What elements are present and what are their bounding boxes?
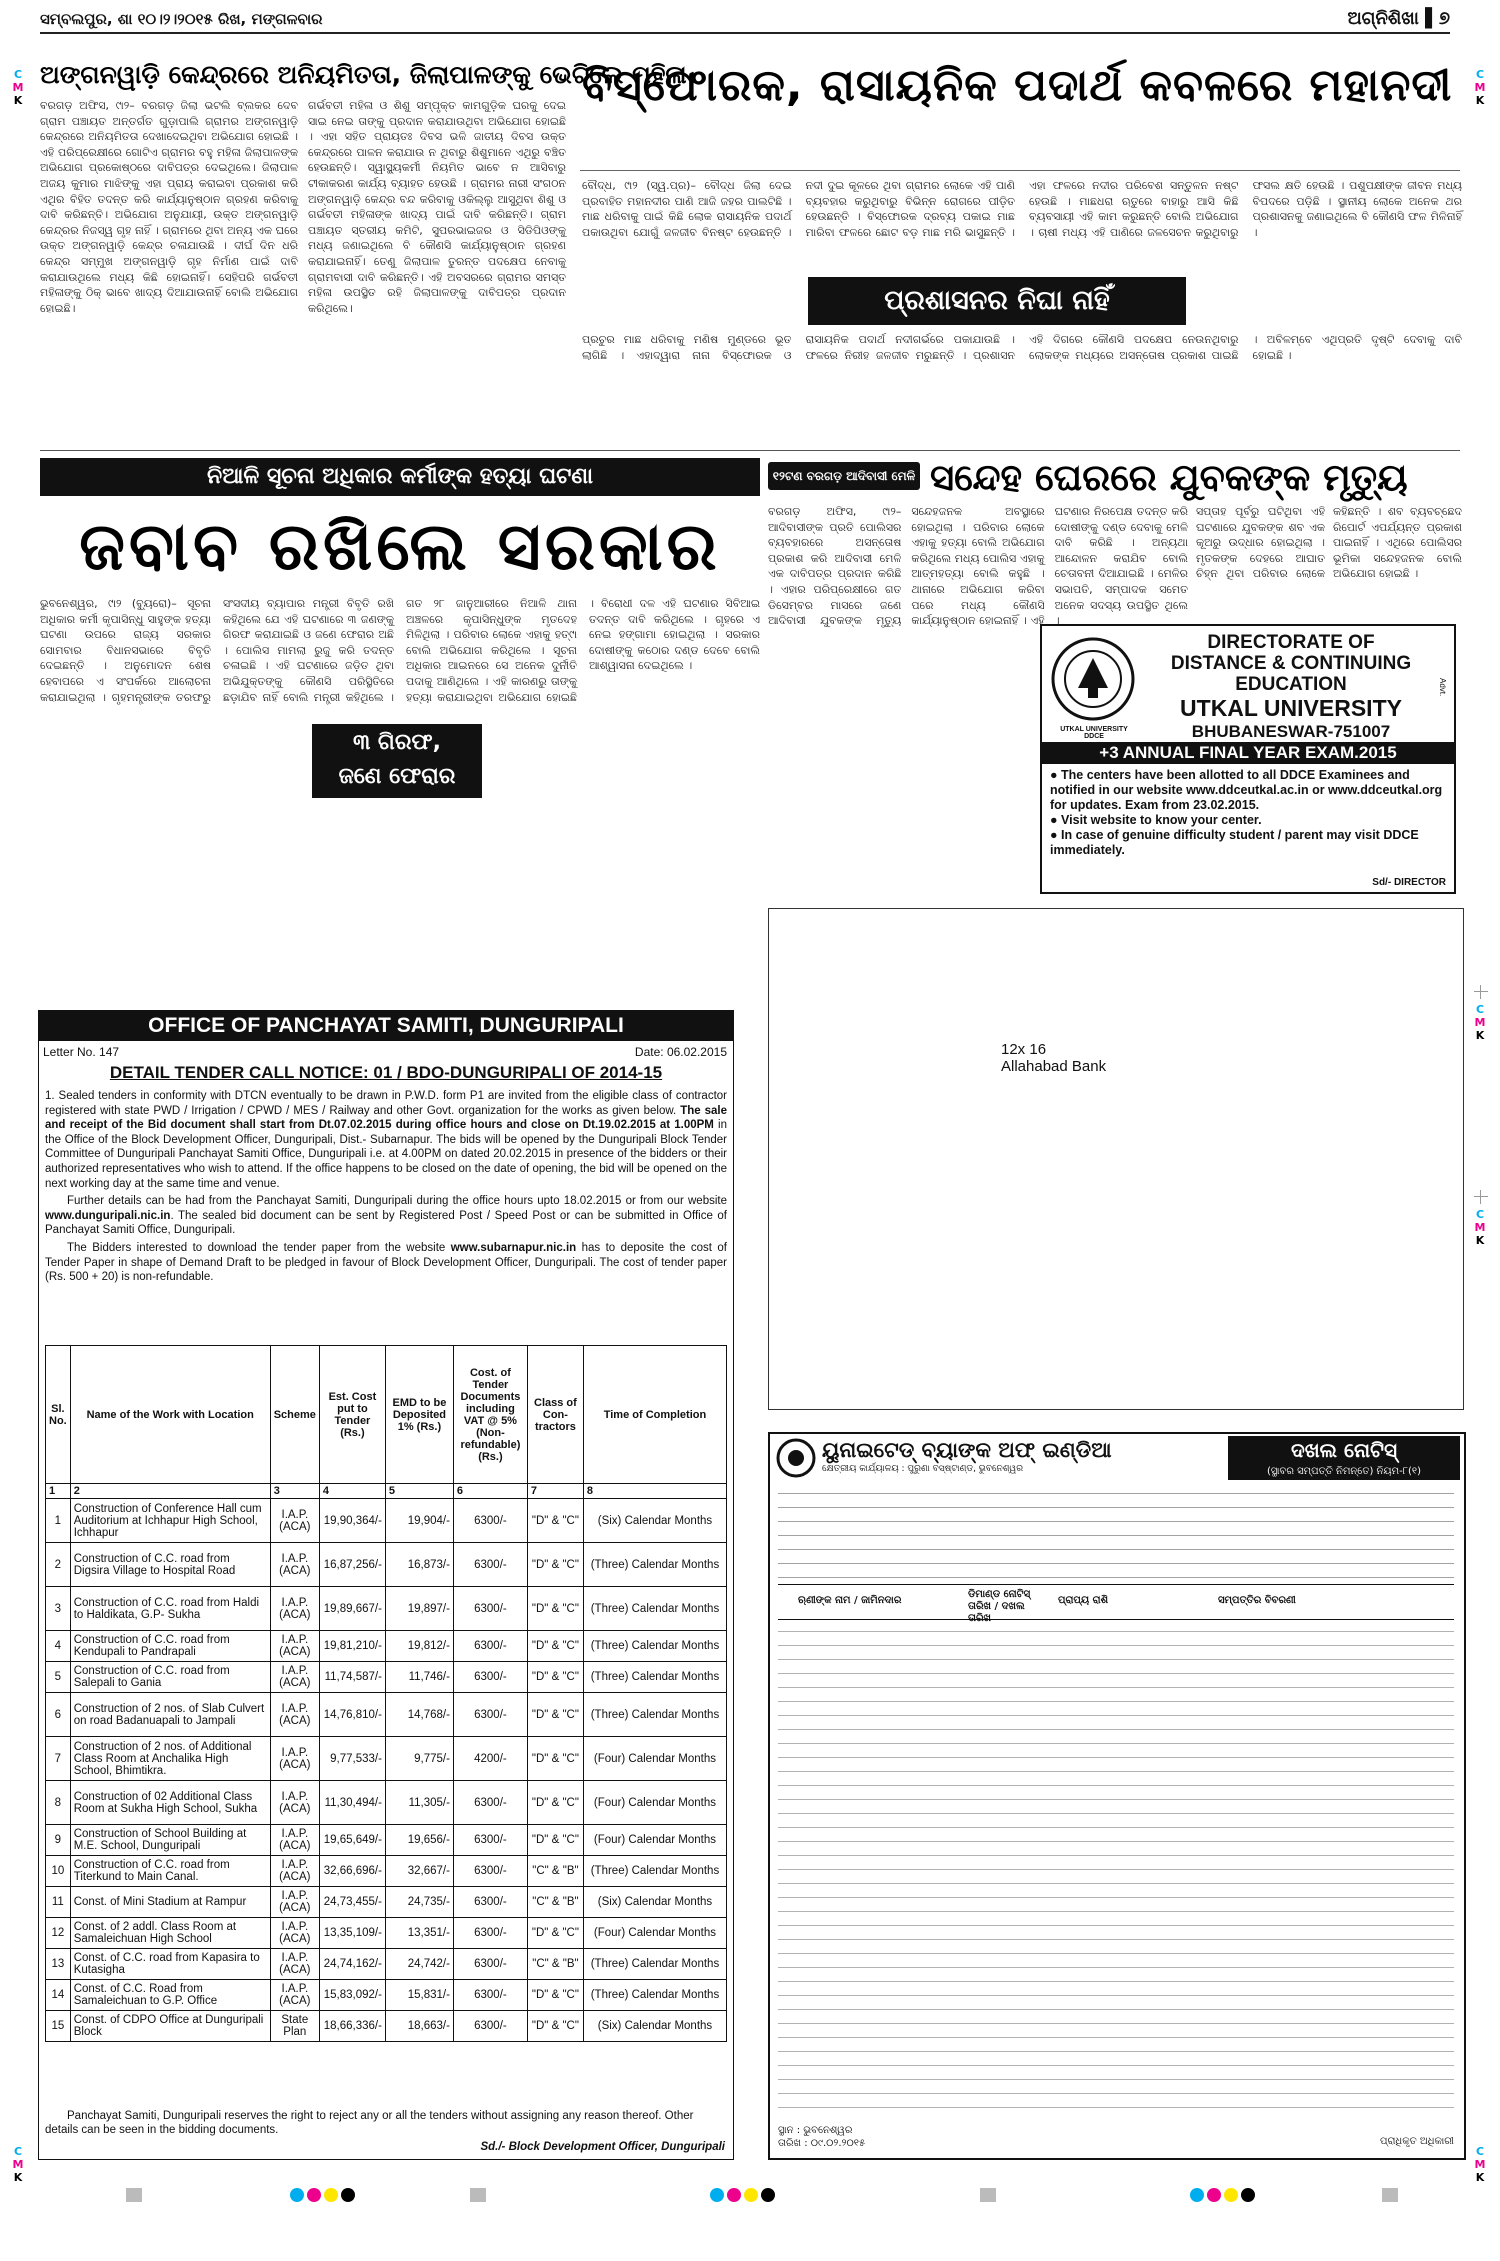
notice-entries — [778, 1624, 1454, 2120]
table-cell-sl: 10 — [46, 1856, 71, 1887]
story1-headline: ଅଙ୍ଗନୱାଡ଼ି କେନ୍ଦ୍ରରେ ଅନିୟମିତତା, ଜିଲାପାଳଙ୍କୁ ଭେଟିଲେ ମହିଳା — [40, 60, 687, 89]
ad-signature: Sd/- DIRECTOR — [1372, 877, 1446, 888]
table-cell-time: (Six) Calendar Months — [583, 1499, 726, 1543]
notice-title: ଦଖଲ ନୋଟିସ୍ — [1228, 1436, 1460, 1464]
registration-cross — [1474, 985, 1488, 999]
table-cell-cls: "D" & "C" — [527, 1918, 583, 1949]
table-cell-work: Construction of 2 nos. of Slab Culvert on road Badanuapali to Jampali — [70, 1693, 270, 1737]
story1-col2: ଗର୍ଭବତୀ ମହିଳା ଓ ଶିଶୁ ସମ୍ପୃକ୍ତ କାମଗୁଡ଼ିକ ଘରକୁ ଦେଇ ସାଇ ନେଇ ତାଙ୍କୁ ପ୍ରଦାନ କରାଯାଉଥିବା ଅଭିଯୋଗ ହୋଇଛି । ଏହା ସହିତ ପ୍ରାୟତଃ ଦିବସ ଭଳି ଜାତୀୟ ଦିବସ ଉକ୍ତ କେନ୍ଦ୍ରରେ ପାଳନ କରାଯାଉ ନ ଥିବାରୁ ଶିଶୁମାନେ ଏଥିରୁ ବଞ୍ଚିତ ହେଉଛନ୍ତି। ସ୍ୱାସ୍ଥ୍ୟକର୍ମୀ ନିୟମିତ ଭାବେ ନ ଆସିବାରୁ ଟୀକାକରଣ କାର୍ଯ୍ୟ ବ୍ୟାହତ ହେଉଛି । ଗ୍ରାମର ନାରୀ ସଂଗଠନ ଅଙ୍ଗନୱାଡ଼ି କେନ୍ଦ୍ର ବନ୍ଦ କରିବାକୁ ଓକିଲ୍ଲୁ ଆସୁଥିବା ଶିଶୁ ଓ ଗର୍ଭବତୀ ମହିଳାଙ୍କ ଖାଦ୍ୟ ପାଇଁ ଦାବି କରିଛନ୍ତି। ଗ୍ରାମ ପଞ୍ଚାୟତ ସ୍ତରୀୟ କମିଟି, ସୁପରଭାଇଜର ଓ ସିଡିପିଓଙ୍କୁ ମଧ୍ୟ ଜଣାଇଥିଲେ ବି କୌଣସି କାର୍ଯ୍ୟାନୁଷ୍ଠାନ ଗ୍ରହଣ କରାଯାଇନାହିଁ। ତେଣୁ ଜିଲାପାଳ ତୁରନ୍ତ ପଦକ୍ଷେପ ନେବାକୁ ଗ୍ରାମବାସୀ ଦାବି କରିଛନ୍ତି। ଏହି ଅବସରରେ ଗ୍ରାମର ସମସ୍ତ ମହିଳା ଉପସ୍ଥିତ ରହି ଜିଲାପାଳଙ୍କୁ ଦାବିପତ୍ର ପ୍ରଦାନ କରିଥିଲେ। — [308, 99, 566, 315]
table-cell-sl: 5 — [46, 1662, 71, 1693]
cmyk-dots — [710, 2188, 778, 2205]
table-cell-sl: 7 — [46, 1737, 71, 1781]
cmk-mark-left-top: C M K — [12, 68, 24, 107]
bank-office: କ୍ଷେତ୍ରୀୟ କାର୍ଯ୍ୟାଳୟ : ପୁରୁଣା ବସ୍ଷ୍ଟାଣ୍ଡ, ଭୁବନେଶ୍ୱର — [822, 1464, 1024, 1474]
table-cell-sl: 4 — [46, 1631, 71, 1662]
col-number: 1 — [46, 1484, 71, 1499]
table-row — [46, 1918, 727, 1949]
table-cell-time: (Six) Calendar Months — [583, 2011, 726, 2042]
table-cell-doc: 6300/- — [453, 1631, 527, 1662]
table-cell-work: Construction of 02 Additional Class Room at Sukha High School, Sukha — [70, 1781, 270, 1825]
grey-swatch — [470, 2188, 486, 2202]
table-cell-doc: 6300/- — [453, 1918, 527, 1949]
table-row — [46, 1949, 727, 1980]
bullet-3: ● In case of genuine difficulty student / parent may visit DDCE immediately. — [1050, 828, 1419, 857]
cmk-mark-right-bottom: C M K — [1474, 2145, 1486, 2184]
table-cell-work: Construction of C.C. road from Digsira Village to Hospital Road — [70, 1543, 270, 1587]
table-row — [46, 1499, 727, 1543]
letter-date: Date: 06.02.2015 — [634, 1045, 727, 1059]
table-cell-sl: 13 — [46, 1949, 71, 1980]
table-cell-scheme: I.A.P. (ACA) — [270, 1949, 319, 1980]
table-cell-scheme: I.A.P. (ACA) — [270, 1856, 319, 1887]
registration-cross — [1474, 1190, 1488, 1204]
university-seal-icon — [1050, 636, 1136, 722]
bullet-1: ● The centers have been allotted to all DDCE Examinees and notified in our website www.ddceutkal.ac.in or www.ddceutkal.org for updates. Exam from 23.02.2015. — [1050, 768, 1443, 812]
story3-inset — [312, 724, 482, 798]
tender-table — [45, 1345, 727, 2042]
tender-para3: The Bidders interested to download the tender paper from the website www.subarnapur.nic.in has to deposite the cost of Tender Paper in shape of Demand Draft to be pledged in favour of Block Development Officer, Dunguripali. The cost of tender paper (Rs. 500 + 20) is non-refundable. — [45, 1241, 727, 1284]
table-cell-time: (Three) Calendar Months — [583, 1662, 726, 1693]
table-cell-doc: 6300/- — [453, 1887, 527, 1918]
table-cell-cost: 24,74,162/- — [319, 1949, 385, 1980]
table-cell-scheme: I.A.P. (ACA) — [270, 1918, 319, 1949]
inset-line1: ୩ ଗିରଫ, — [352, 730, 441, 755]
col-number: 2 — [70, 1484, 270, 1499]
story3-headline: ଜବାବ ରଖିଲେ ସରକାର — [79, 508, 721, 585]
table-cell-cls: "D" & "C" — [527, 1980, 583, 2011]
table-cell-scheme: I.A.P. (ACA) — [270, 1693, 319, 1737]
notice-rule: (ସ୍ଥାବର ସମ୍ପତ୍ତି ନିମନ୍ତେ) ନିୟମ-୮(୧) — [1228, 1464, 1460, 1480]
table-cell-cost: 15,83,092/- — [319, 1980, 385, 2011]
table-cell-scheme: I.A.P. (ACA) — [270, 1781, 319, 1825]
advt-label: Advt. — [1438, 678, 1447, 697]
table-cell-sl: 11 — [46, 1887, 71, 1918]
col-header: Time of Completion — [583, 1346, 726, 1484]
table-cell-time: (Four) Calendar Months — [583, 1918, 726, 1949]
table-cell-doc: 6300/- — [453, 1662, 527, 1693]
col-header: Sl. No. — [46, 1346, 71, 1484]
table-cell-doc: 6300/- — [453, 1825, 527, 1856]
story4-kicker: ୧୨ଟଣ ବରଗଡ଼ ଆଦିବାସୀ ମେଳି — [768, 462, 920, 490]
letter-no: Letter No. 147 — [43, 1045, 120, 1059]
notice-preamble — [778, 1486, 1454, 1582]
table-cell-scheme: I.A.P. (ACA) — [270, 1662, 319, 1693]
table-cell-cost: 11,30,494/- — [319, 1781, 385, 1825]
tender-footer: Panchayat Samiti, Dunguripali reserves the right to reject any or all the tenders without assigning any reason thereof. Other details can be seen in the bidding documents. — [45, 2110, 694, 2136]
ad-bullets — [1050, 768, 1446, 858]
table-cell-emd: 13,351/- — [385, 1918, 453, 1949]
table-cell-emd: 11,746/- — [385, 1662, 453, 1693]
col-number: 7 — [527, 1484, 583, 1499]
tender-signature: Sd./- Block Development Officer, Dunguripali — [480, 2141, 725, 2153]
cmyk-dots — [1190, 2188, 1258, 2205]
page-number: ୭ — [1438, 8, 1450, 29]
table-row — [46, 1587, 727, 1631]
col-number: 5 — [385, 1484, 453, 1499]
grey-swatch — [1382, 2188, 1398, 2202]
cmk-mark-left-bottom: C M K — [12, 2145, 24, 2184]
table-cell-emd: 11,305/- — [385, 1781, 453, 1825]
table-cell-emd: 19,897/- — [385, 1587, 453, 1631]
table-cell-emd: 14,768/- — [385, 1693, 453, 1737]
story4-text2: ସପ୍ତାହ ପୂର୍ବରୁ ଘଟିଥିବା ଏହି ଘଟଣାରେ ଯୁବକଙ୍କ ଶବ ଏକ କୂଅରୁ ଉଦ୍ଧାର ହୋଇଥିଲା । ମୃତକଙ୍କ ଦେହରେ ଆଘାତ ଚିହ୍ନ ଥିବା ପରିବାର ଲୋକେ କହିଛନ୍ତି । ଶବ ବ୍ୟବଚ୍ଛେଦ ରିପୋର୍ଟ ଏପର୍ଯ୍ୟନ୍ତ ପ୍ରକାଶ ପାଇନାହିଁ । ଏଥିରେ ପୋଲିସର ଭୂମିକା ସନ୍ଦେହଜନକ ବୋଲି ଅଭିଯୋଗ ହୋଇଛି । — [1196, 505, 1462, 581]
table-cell-doc: 6300/- — [453, 2011, 527, 2042]
story3-text: ଭୁବନେଶ୍ୱର, ୯ା୨ (ବ୍ୟୁରୋ)– ସୂଚନା ଅଧିକାର କର୍ମୀ କୃପାସିନ୍ଧୁ ସାହୁଙ୍କ ହତ୍ୟା ଘଟଣା ଉପରେ ରାଜ୍ୟ ସରକାର ସୋମବାର ବିଧାନସଭାରେ ବିବୃତି ଦେଇଛନ୍ତି । ଅନୁମୋଦନ ଶେଷ ହେବାପରେ ଏ ସଂପର୍କରେ ଆଲୋଚନା କରାଯାଇଥିଲା । ଗୃହମନ୍ତ୍ରୀଙ୍କ ତରଫରୁ ସଂସଦୀୟ ବ୍ୟାପାର ମନ୍ତ୍ରୀ ବିବୃତି ରଖି କହିଥିଲେ ଯେ ଏହି ଘଟଣାରେ ୩ ଜଣଙ୍କୁ ଗିରଫ କରାଯାଇଛି ଓ ଜଣେ ଫେରାର ଅଛି । ପୋଲିସ ମାମଲା ରୁଜୁ କରି ତଦନ୍ତ ଚଳାଇଛି । ଏହି ଘଟଣାରେ ଜଡ଼ିତ ଥିବା ଅଭିଯୁକ୍ତଙ୍କୁ କୌଣସି ପରିସ୍ଥିତିରେ ଛଡ଼ାଯିବ ନାହିଁ ବୋଲି ମନ୍ତ୍ରୀ କହିଥିଲେ । ଗତ ୨୮ ଜାନୁଆରୀରେ ନିଆଳି ଥାନା ଅଞ୍ଚଳରେ କୃପାସିନ୍ଧୁଙ୍କ ମୃତଦେହ ମିଳିଥିଲା । ପରିବାର ଲୋକେ ଏହାକୁ ହତ୍୯ା ବୋଲି ଅଭିଯୋଗ କରିଥିଲେ । ସୂଚନା ଅଧିକାର ଆଇନରେ ସେ ଅନେକ ଦୁର୍ନୀତି ପଦାକୁ ଆଣିଥିଲେ । ଏହି କାରଣରୁ ତାଙ୍କୁ ହତ୍ୟା କରାଯାଇଥିବା ଅଭିଯୋଗ ହୋଇଛି । ବିରୋଧୀ ଦଳ ଏହି ଘଟଣାର ସିବିଆଇ ତଦନ୍ତ ଦାବି କରିଥିଲେ । ଗୃହରେ ଏ ନେଇ ହଙ୍ଗାମା ହୋଇଥିଲା । ସରକାର ଦୋଷୀଙ୍କୁ କଠୋର ଦଣ୍ଡ ଦେବେ ବୋଲି ଆଶ୍ୱାସନା ଦେଇଥିଲେ । — [40, 597, 760, 704]
tender-body — [45, 1089, 727, 1285]
table-cell-work: Construction of School Building at M.E. School, Dunguripali — [70, 1825, 270, 1856]
table-cell-time: (Four) Calendar Months — [583, 1825, 726, 1856]
paper-name: ଅଗ୍ନିଶିଖା — [1347, 8, 1419, 29]
table-cell-cls: "D" & "C" — [527, 1825, 583, 1856]
table-cell-sl: 9 — [46, 1825, 71, 1856]
table-cell-work: Construction of 2 nos. of Additional Class Room at Anchalika High School, Bhimtikra. — [70, 1737, 270, 1781]
table-cell-work: Const. of C.C. Road from Samaleichuan to G.P. Office — [70, 1980, 270, 2011]
tender-para1: 1. Sealed tenders in conformity with DTCN eventually to be drawn in P.W.D. form P1 are invited from the eligible class of contractor registered with state PWD / Irrigation / CPWD / MES / Railway and other Govt. organization for the works as given below. The sale and receipt of the Bid document shall start from Dt.07.02.2015 during office hours and close on Dt.19.02.2015 at 1.00PM in the Office of the Block Development Officer, Dunguripali, Dist.- Subarnapur. The bids will be opened by the Dunguripali Block Tender Committee of Dunguripali Panchayat Samiti Office, Dunguripali i.e. at 4.00PM on dated 20.02.2015 in presence of the bidders or their authorized representatives who wish to attend. If the office happens to be closed on the date of opening, the bid will be opened on the next working day at the same time and venue. — [45, 1090, 727, 1190]
table-cell-work: Const. of C.C. road from Kapasira to Kutasigha — [70, 1949, 270, 1980]
tender-title: DETAIL TENDER CALL NOTICE: 01 / BDO-DUNGURIPALI OF 2014-15 — [109, 1063, 663, 1082]
notice-place-date: ସ୍ଥାନ : ଭୁବନେଶ୍ୱର ତାରିଖ : ୦୯.୦୨.୨୦୧୫ — [778, 2125, 866, 2149]
table-cell-cls: "D" & "C" — [527, 2011, 583, 2042]
story4-text: ବରଗଡ଼ ଅଫିସ, ୯ା୨– ଆଦିବାସୀଙ୍କ ପ୍ରତି ପୋଲିସର ବ୍ୟବହାରରେ ଅସନ୍ତୋଷ ପ୍ରକାଶ କରି ଆଦିବାସୀ ମେଳି ଏକ ଦାବିପତ୍ର ପ୍ରଦାନ କରିଛି । ଏହାର ପରିପ୍ରେକ୍ଷୀରେ ଗତ ଡିସେମ୍ବର ମାସରେ ଜଣେ ଆଦିବାସୀ ଯୁବକଙ୍କ ମୃତ୍ୟୁ ସନ୍ଦେହଜନକ ଅବସ୍ଥାରେ ହୋଇଥିଲା । ପରିବାର ଲୋକେ ଏହାକୁ ହତ୍ୟା ବୋଲି ଅଭିଯୋଗ କରିଥିଲେ ମଧ୍ୟ ପୋଲିସ ଏହାକୁ ଆତ୍ମହତ୍ୟା ବୋଲି କହୁଛି । ଥାନାରେ ଅଭିଯୋଗ କରିବା ପରେ ମଧ୍ୟ କୌଣସି କାର୍ଯ୍ୟାନୁଷ୍ଠାନ ହୋଇନାହିଁ । ଏହି ଘଟଣାର ନିରପେକ୍ଷ ତଦନ୍ତ କରି ଦୋଷୀଙ୍କୁ ଦଣ୍ଡ ଦେବାକୁ ମେଳି ଦାବି କରିଛି । ଅନ୍ୟଥା ଆନ୍ଦୋଳନ କରାଯିବ ବୋଲି ଚେତାବନୀ ଦିଆଯାଇଛି । ମେଳିର ସଭାପତି, ସମ୍ପାଦକ ସମେତ ଅନେକ ସଦସ୍ୟ ଉପସ୍ଥିତ ଥିଲେ । — [768, 505, 1188, 628]
table-row — [46, 1856, 727, 1887]
notice-columns: ଋଣୀଙ୍କ ନାମ / ଜାମିନଦାର ଡିମାଣ୍ଡ ନୋଟିସ୍ ତାରିଖ / ଦଖଲ ତାରିଖ ପ୍ରାପ୍ୟ ରାଶି ସମ୍ପତ୍ତିର ବିବରଣୀ — [778, 1584, 1454, 1620]
table-row — [46, 1887, 727, 1918]
table-cell-cls: "C" & "B" — [527, 1949, 583, 1980]
table-cell-doc: 6300/- — [453, 1587, 527, 1631]
table-cell-cost: 14,76,810/- — [319, 1693, 385, 1737]
section-divider — [40, 450, 1460, 451]
table-cell-cls: "C" & "B" — [527, 1856, 583, 1887]
table-cell-cost: 16,87,256/- — [319, 1543, 385, 1587]
table-cell-work: Construction of Conference Hall cum Auditorium at Ichhapur High School, Ichhapur — [70, 1499, 270, 1543]
col-number: 4 — [319, 1484, 385, 1499]
table-cell-cost: 19,65,649/- — [319, 1825, 385, 1856]
table-cell-time: (Four) Calendar Months — [583, 1781, 726, 1825]
table-cell-cls: "D" & "C" — [527, 1587, 583, 1631]
table-cell-work: Construction of C.C. road from Haldi to Haldikata, G.P- Sukha — [70, 1587, 270, 1631]
col-header: Est. Cost put to Tender (Rs.) — [319, 1346, 385, 1484]
table-cell-time: (Three) Calendar Months — [583, 1587, 726, 1631]
table-cell-scheme: I.A.P. (ACA) — [270, 1980, 319, 2011]
table-cell-cls: "D" & "C" — [527, 1662, 583, 1693]
table-cell-work: Construction of C.C. road from Salepali to Gania — [70, 1662, 270, 1693]
col-header: Name of the Work with Location — [70, 1346, 270, 1484]
grey-swatch — [980, 2188, 996, 2202]
table-cell-emd: 15,831/- — [385, 1980, 453, 2011]
col-number: 3 — [270, 1484, 319, 1499]
table-cell-cls: "D" & "C" — [527, 1631, 583, 1662]
print-color-bar — [0, 2182, 1500, 2212]
inset-line2: ଜଣେ ଫେରାର — [338, 764, 456, 789]
col-number: 8 — [583, 1484, 726, 1499]
seal-caption: UTKAL UNIVERSITY DDCE — [1060, 726, 1128, 740]
table-cell-sl: 1 — [46, 1499, 71, 1543]
table-cell-cost: 19,89,667/- — [319, 1587, 385, 1631]
table-cell-cost: 24,73,455/- — [319, 1887, 385, 1918]
table-cell-cls: "D" & "C" — [527, 1781, 583, 1825]
table-cell-doc: 6300/- — [453, 1949, 527, 1980]
table-cell-sl: 6 — [46, 1693, 71, 1737]
story1-col1: ବରଗଡ଼ ଅଫିସ, ୯ା୨– ବରଗଡ଼ ଜିଲା ଭଟଲି ବ୍ଲକର ଦେବ ଗ୍ରାମ ପଞ୍ଚାୟତ ଅନ୍ତର୍ଗତ ଗୁଡ଼ାପାଲି ଗ୍ରାମର ଅଙ୍ଗନୱାଡ଼ି କେନ୍ଦ୍ରରେ ଅନିୟମିତତା ଦେଖାଦେଇଥିବା ଅଭିଯୋଗ ହୋଇଛି । ଏହି ପରିପ୍ରେକ୍ଷୀରେ ଗୋଟିଏ ଗ୍ରାମର ବହୁ ମହିଳା ଜିଲାପାଳଙ୍କ ଅଭିଯୋଗ ପ୍ରକୋଷ୍ଠରେ ଦାବିପତ୍ର ଦେଇଥିଲେ। ଜିଲାପାଳ ଅଜୟ କୁମାର ମାଝିଙ୍କୁ ଏହା ପ୍ରାୟ କରାଇବା ପ୍ରକାଶ କରି ଏଥିର ବିହିତ ତଦନ୍ତ କରି କାର୍ଯ୍ୟାନୁଷ୍ଠାନ ଗ୍ରହଣ କରିବାକୁ ଦାବି କରିଛନ୍ତି। ଅଭିଯୋଗ ଅନୁଯାୟୀ, ଉକ୍ତ ଅଙ୍ଗନୱାଡ଼ି କେନ୍ଦ୍ରର ନିଜସ୍ୱ ଗୃହ ନାହିଁ । ଗ୍ରାମରେ ଥିବା ଅନ୍ୟ ଏକ ଘରେ ଉକ୍ତ ଅଙ୍ଗନୱାଡ଼ି କେନ୍ଦ୍ର ଚଳାଯାଉଛି । ଦୀର୍ଘ ଦିନ ଧରି କେନ୍ଦ୍ର ସମ୍ମୁଖ ଅଙ୍ଗନୱାଡ଼ି ଗୃହ ନିର୍ମାଣ ପାଇଁ ଦାବି କରାଯାଉଥିଲେ ମଧ୍ୟ କିଛି ହୋଇନାହିଁ। ସେହିପରି ଗର୍ଭବତୀ ମହିଳାଙ୍କୁ ଠିକ୍ ଭାବେ ଖାଦ୍ୟ ଦିଆଯାଉନାହିଁ ବୋଲି ଅଭିଯୋଗ ହୋଇଛି। — [40, 99, 298, 315]
cmk-mark-right-mid2: C M K — [1474, 1208, 1486, 1247]
grey-swatch — [126, 2188, 142, 2202]
table-cell-emd: 19,904/- — [385, 1499, 453, 1543]
table-cell-work: Construction of C.C. road from Kendupali to Pandrapali — [70, 1631, 270, 1662]
table-cell-cls: "D" & "C" — [527, 1499, 583, 1543]
table-cell-work: Const. of 2 addl. Class Room at Samaleichuan High School — [70, 1918, 270, 1949]
cmyk-dots — [290, 2188, 358, 2205]
cmk-mark-right-top: C M K — [1474, 68, 1486, 107]
page-header — [40, 6, 1450, 34]
table-row — [46, 1781, 727, 1825]
table-cell-cost: 19,90,364/- — [319, 1499, 385, 1543]
table-cell-emd: 18,663/- — [385, 2011, 453, 2042]
table-row — [46, 1543, 727, 1587]
table-row — [46, 1980, 727, 2011]
tender-office: OFFICE OF PANCHAYAT SAMITI, DUNGURIPALI — [39, 1011, 733, 1041]
table-cell-time: (Three) Calendar Months — [583, 1543, 726, 1587]
table-cell-cls: "D" & "C" — [527, 1693, 583, 1737]
table-cell-doc: 4200/- — [453, 1737, 527, 1781]
table-row — [46, 1737, 727, 1781]
story2-subhead: ପ୍ରଶାସନର ନିଘା ନାହିଁ — [808, 277, 1186, 325]
divider — [580, 170, 1460, 171]
table-cell-cost: 18,66,336/- — [319, 2011, 385, 2042]
table-cell-time: (Six) Calendar Months — [583, 1887, 726, 1918]
table-cell-work: Construction of C.C. road from Titerkund to Main Canal. — [70, 1856, 270, 1887]
table-cell-scheme: I.A.P. (ACA) — [270, 1543, 319, 1587]
table-cell-cls: "D" & "C" — [527, 1543, 583, 1587]
ad-heading: DIRECTORATE OF DISTANCE & CONTINUING EDUCATION UTKAL UNIVERSITY BHUBANESWAR-751007 — [1170, 632, 1412, 741]
table-cell-scheme: State Plan — [270, 2011, 319, 2042]
table-cell-time: (Three) Calendar Months — [583, 1693, 726, 1737]
table-cell-time: (Three) Calendar Months — [583, 1856, 726, 1887]
bank-notice — [768, 1432, 1466, 2160]
table-cell-emd: 24,735/- — [385, 1887, 453, 1918]
col-number: 6 — [453, 1484, 527, 1499]
table-cell-work: Const. of Mini Stadium at Rampur — [70, 1887, 270, 1918]
table-cell-emd: 24,742/- — [385, 1949, 453, 1980]
table-cell-emd: 19,656/- — [385, 1825, 453, 1856]
placeholder-label: 12x 16 Allahabad Bank — [1001, 1041, 1107, 1075]
utkal-university-ad — [1040, 624, 1456, 894]
table-cell-cost: 9,77,533/- — [319, 1737, 385, 1781]
table-row — [46, 2011, 727, 2042]
col-header: EMD to be Deposited 1% (Rs.) — [385, 1346, 453, 1484]
notice-officer: ପ୍ରାଧିକୃତ ଅଧିକାରୀ — [1380, 2136, 1454, 2147]
tender-para2: Further details can be had from the Panchayat Samiti, Dunguripali during the office hours upto 18.02.2015 or from our website www.dunguripali.nic.in. The sealed bid document can be sent by Registered Post / Speed Post or can be submitted in Office of Panchayat Samiti Office, Dunguripali. — [45, 1195, 727, 1237]
dateline: ସମ୍ବଲପୁର, ଶା ୧୦।୨।୨୦୧୫ ରିଖ, ମଙ୍ଗଳବାର — [40, 10, 323, 28]
table-cell-scheme: I.A.P. (ACA) — [270, 1887, 319, 1918]
table-cell-sl: 2 — [46, 1543, 71, 1587]
cmk-mark-right-mid: C M K — [1474, 1003, 1486, 1042]
table-cell-cost: 32,66,696/- — [319, 1856, 385, 1887]
table-cell-sl: 15 — [46, 2011, 71, 2042]
table-row — [46, 1825, 727, 1856]
table-cell-doc: 6300/- — [453, 1543, 527, 1587]
table-cell-sl: 3 — [46, 1587, 71, 1631]
table-cell-time: (Four) Calendar Months — [583, 1737, 726, 1781]
table-cell-doc: 6300/- — [453, 1499, 527, 1543]
table-cell-scheme: I.A.P. (ACA) — [270, 1737, 319, 1781]
bank-name: ୟୁନାଇଟେଡ୍ ବ୍ୟାଙ୍କ ଅଫ୍ ଇଣ୍ଡିଆ — [822, 1438, 1112, 1462]
table-cell-emd: 9,775/- — [385, 1737, 453, 1781]
col-header: Cost. of Tender Documents including VAT @ 5% (Non-refundable) (Rs.) — [453, 1346, 527, 1484]
story2-text2: ପ୍ରଚୁର ମାଛ ଧରିବାକୁ ମଣିଷ ମୁଣ୍ଡରେ ଭୂତ ଲାଗିଛି । ଏହାଦ୍ୱାରା ନାନା ବିସ୍ଫୋରକ ଓ ରାସାୟନିକ ପଦାର୍ଥ ନଦୀଗର୍ଭରେ ପକାଯାଉଛି । ଫଳରେ ନିରୀହ ଜଳଜୀବ ମରୁଛନ୍ତି । ପ୍ରଶାସନ ଏହି ଦିଗରେ କୌଣସି ପଦକ୍ଷେପ ନେଉନଥିବାରୁ ଲୋକଙ୍କ ମଧ୍ୟରେ ଅସନ୍ତୋଷ ପ୍ରକାଶ ପାଇଛି । ଅବିଳମ୍ବେ ଏଥିପ୍ରତି ଦୃଷ୍ଟି ଦେବାକୁ ଦାବି ହୋଇଛି । — [582, 333, 1462, 362]
table-cell-scheme: I.A.P. (ACA) — [270, 1825, 319, 1856]
story2-headline: ବିସ୍ଫୋରକ, ରାସାୟନିକ ପଦାର୍ଥ କବଳରେ ମହାନଦୀ — [582, 60, 1453, 111]
story4-headline: ସନ୍ଦେହ ଘେରରେ ଯୁବକଙ୍କ ମୃତ୍ୟୁ — [930, 456, 1408, 499]
story2-text: ବୌଦ୍ଧ, ୯ା୨ (ସ୍ୱ.ପ୍ର)– ବୌଦ୍ଧ ଜିଲା ଦେଇ ପ୍ରବାହିତ ମହାନଦୀର ପାଣି ଆଜି ଜହର ପାଲଟିଛି । ମାଛ ଧରିବାକୁ ପାଇଁ କିଛି ଲୋକ ରାସାୟନିକ ପଦାର୍ଥ ପକାଉଥିବା ଯୋଗୁଁ ଜଳଜୀବ ବିନଷ୍ଟ ହେଉଛନ୍ତି । ନଦୀ ଦୁଇ କୂଳରେ ଥିବା ଗ୍ରାମର ଲୋକେ ଏହି ପାଣି ବ୍ୟବହାର କରୁଥିବାରୁ ବିଭିନ୍ନ ରୋଗରେ ପୀଡ଼ିତ ହେଉଛନ୍ତି । ବିସ୍ଫୋରକ ଦ୍ରବ୍ୟ ପକାଇ ମାଛ ମାରିବା ଫଳରେ ଛୋଟ ବଡ଼ ମାଛ ମରି ଭାସୁଛନ୍ତି । ଏହା ଫଳରେ ନଦୀର ପରିବେଶ ସନ୍ତୁଳନ ନଷ୍ଟ ହେଉଛି । ମାଛଧରା ଋତୁରେ ବାହାରୁ ଆସି କିଛି ବ୍ୟବସାୟୀ ଏହି କାମ କରୁଛନ୍ତି ବୋଲି ଅଭିଯୋଗ । ଚାଷୀ ମଧ୍ୟ ଏହି ପାଣିରେ ଜଳସେଚନ କରୁଥିବାରୁ ଫସଲ କ୍ଷତି ହେଉଛି । ପଶୁପକ୍ଷୀଙ୍କ ଜୀବନ ମଧ୍ୟ ବିପଦରେ ପଡ଼ିଛି । ସ୍ଥାନୀୟ ଲୋକେ ଅନେକ ଥର ପ୍ରଶାସନକୁ ଜଣାଇଥିଲେ ବି କୌଣସି ଫଳ ମିଳିନାହିଁ । — [582, 179, 1462, 239]
table-cell-time: (Three) Calendar Months — [583, 1631, 726, 1662]
table-cell-scheme: I.A.P. (ACA) — [270, 1631, 319, 1662]
table-row — [46, 1693, 727, 1737]
table-cell-cls: "D" & "C" — [527, 1737, 583, 1781]
bullet-2: ● Visit website to know your center. — [1050, 813, 1262, 827]
table-cell-doc: 6300/- — [453, 1980, 527, 2011]
tender-notice — [38, 1010, 734, 2160]
table-cell-work: Const. of CDPO Office at Dunguripali Block — [70, 2011, 270, 2042]
table-cell-scheme: I.A.P. (ACA) — [270, 1499, 319, 1543]
bank-logo-icon — [776, 1438, 816, 1478]
col-header: Class of Con-tractors — [527, 1346, 583, 1484]
table-cell-cost: 19,81,210/- — [319, 1631, 385, 1662]
page-number-block: ଅଗ୍ନିଶିଖା ▌୭ — [1347, 8, 1450, 29]
tender-table-wrap — [45, 1345, 727, 2042]
table-row — [46, 1662, 727, 1693]
table-cell-cls: "C" & "B" — [527, 1887, 583, 1918]
table-cell-emd: 19,812/- — [385, 1631, 453, 1662]
table-row — [46, 1631, 727, 1662]
table-cell-sl: 8 — [46, 1781, 71, 1825]
table-cell-emd: 32,667/- — [385, 1856, 453, 1887]
ad-placeholder — [768, 908, 1464, 1410]
table-cell-sl: 14 — [46, 1980, 71, 2011]
table-cell-cost: 11,74,587/- — [319, 1662, 385, 1693]
col-header: Scheme — [270, 1346, 319, 1484]
table-cell-sl: 12 — [46, 1918, 71, 1949]
table-cell-cost: 13,35,109/- — [319, 1918, 385, 1949]
table-cell-scheme: I.A.P. (ACA) — [270, 1587, 319, 1631]
exam-banner: +3 ANNUAL FINAL YEAR EXAM.2015 — [1042, 742, 1454, 764]
table-cell-doc: 6300/- — [453, 1781, 527, 1825]
table-cell-time: (Three) Calendar Months — [583, 1980, 726, 2011]
story3-banner: ନିଆଳି ସୂଚନା ଅଧିକାର କର୍ମୀଙ୍କ ହତ୍ୟା ଘଟଣା — [40, 458, 760, 496]
table-cell-emd: 16,873/- — [385, 1543, 453, 1587]
table-cell-doc: 6300/- — [453, 1856, 527, 1887]
table-cell-time: (Three) Calendar Months — [583, 1949, 726, 1980]
table-cell-doc: 6300/- — [453, 1693, 527, 1737]
